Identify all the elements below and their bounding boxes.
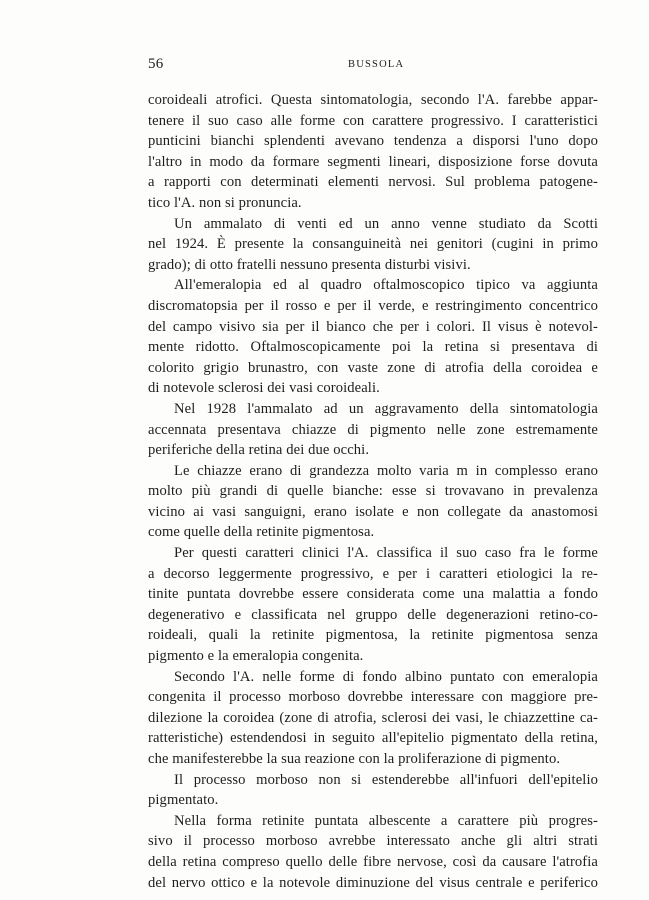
page-number: 56 bbox=[148, 56, 164, 72]
text-line: Per questi caratteri clinici l'A. classifica il suo caso fra le forme bbox=[174, 545, 598, 562]
text-line: che manifesterebbe la sua reazione con la proliferazione di pigmento. bbox=[148, 751, 561, 767]
text-line: accennata presentava chiazze di pigmento nelle zone estremamente bbox=[148, 421, 598, 438]
text-line: Il processo morboso non si estenderebbe all'infuori dell'epitelio bbox=[174, 771, 598, 788]
text-line: a decorso leggermente progressivo, e per i caratteri etiologici la re- bbox=[148, 565, 598, 582]
text-line: l'altro in modo da formare segmenti lineari, disposizione forse dovuta bbox=[148, 153, 598, 170]
text-line: sivo il processo morboso avrebbe interessato anche gli altri strati bbox=[148, 833, 598, 850]
text-line: degenerativo e classificata nel gruppo delle degenerazioni retino-co- bbox=[148, 606, 598, 623]
text-line: molto più grandi di quelle bianche: esse si trovavano in prevalenza bbox=[148, 483, 598, 500]
text-line: mente ridotto. Oftalmoscopicamente poi la retina si presentava di bbox=[148, 339, 598, 356]
text-line: ratteristiche) estendendosi in seguito all'epitelio pigmentato della retina, bbox=[148, 730, 598, 747]
text-line: periferiche della retina dei due occhi. bbox=[148, 442, 370, 459]
text-line: Le chiazze erano di grandezza molto varia m in complesso erano bbox=[174, 462, 598, 479]
text-line: All'emeralopia ed al quadro oftalmoscopico tipico va aggiunta bbox=[174, 277, 598, 294]
text-line: a rapporti con determinati elementi nervosi. Sul problema patogene- bbox=[148, 174, 598, 191]
text-line: come quelle della retinite pigmentosa. bbox=[148, 524, 375, 541]
running-head: BUSSOLA bbox=[348, 59, 405, 70]
text-line: congenita il processo morboso dovrebbe interessare con maggiore pre- bbox=[148, 689, 598, 706]
text-line: coroideali atrofici. Questa sintomatologia, secondo l'A. farebbe appar- bbox=[148, 92, 598, 108]
text-line: colorito grigio brunastro, con vaste zone di atrofia della coroidea e bbox=[148, 359, 598, 376]
text-line: del campo visivo sia per il bianco che per i colori. Il visus è notevol- bbox=[148, 318, 598, 335]
text-line: dilezione la coroidea (zone di atrofia, sclerosi dei vasi, le chiazzettine ca- bbox=[148, 709, 598, 726]
text-line: Nella forma retinite puntata albescente a carattere più progres- bbox=[174, 812, 598, 829]
page-header bbox=[148, 56, 598, 76]
text-line: tenere il suo caso alle forme con carattere progressivo. I caratteristici bbox=[148, 112, 598, 129]
body-text bbox=[148, 90, 598, 893]
text-line: grado); di otto fratelli nessuno presenta disturbi visivi. bbox=[148, 256, 471, 273]
text-line: vicino ai vasi sanguigni, erano isolate e non collegate da anastomosi bbox=[148, 503, 598, 520]
text-line: pigmentato. bbox=[148, 792, 219, 809]
text-line: nel 1924. È presente la consanguineità nei genitori (cugini in primo bbox=[148, 236, 598, 253]
text-line: tico l'A. non si pronuncia. bbox=[148, 194, 302, 211]
text-line: della retina compreso quello delle fibre nervose, così da causare l'atrofia bbox=[148, 853, 598, 870]
text-line: pigmento e la emeralopia congenita. bbox=[148, 648, 364, 665]
text-line: Secondo l'A. nelle forme di fondo albino puntato con emeralopia bbox=[174, 668, 598, 685]
text-line: Nel 1928 l'ammalato ad un aggravamento della sintomatologia bbox=[174, 400, 598, 417]
text-line: punticini bianchi splendenti avevano tendenza a disporsi l'uno dopo bbox=[148, 133, 598, 150]
text-line: del nervo ottico e la notevole diminuzione del visus centrale e periferico bbox=[148, 874, 598, 891]
text-line-scotti bbox=[148, 214, 598, 235]
text-line: di notevole sclerosi dei vasi coroideali. bbox=[148, 380, 380, 397]
text-line: tinite puntata dovrebbe essere considerata come una malattia a fondo bbox=[148, 586, 598, 603]
scotti-line-text: Un ammalato di venti ed un anno venne studiato da Scotti bbox=[174, 215, 598, 232]
text-line: roideali, quali la retinite pigmentosa, la retinite pigmentosa senza bbox=[148, 627, 598, 644]
text-line: discromatopsia per il rosso e per il verde, e restringimento concentrico bbox=[148, 297, 598, 314]
